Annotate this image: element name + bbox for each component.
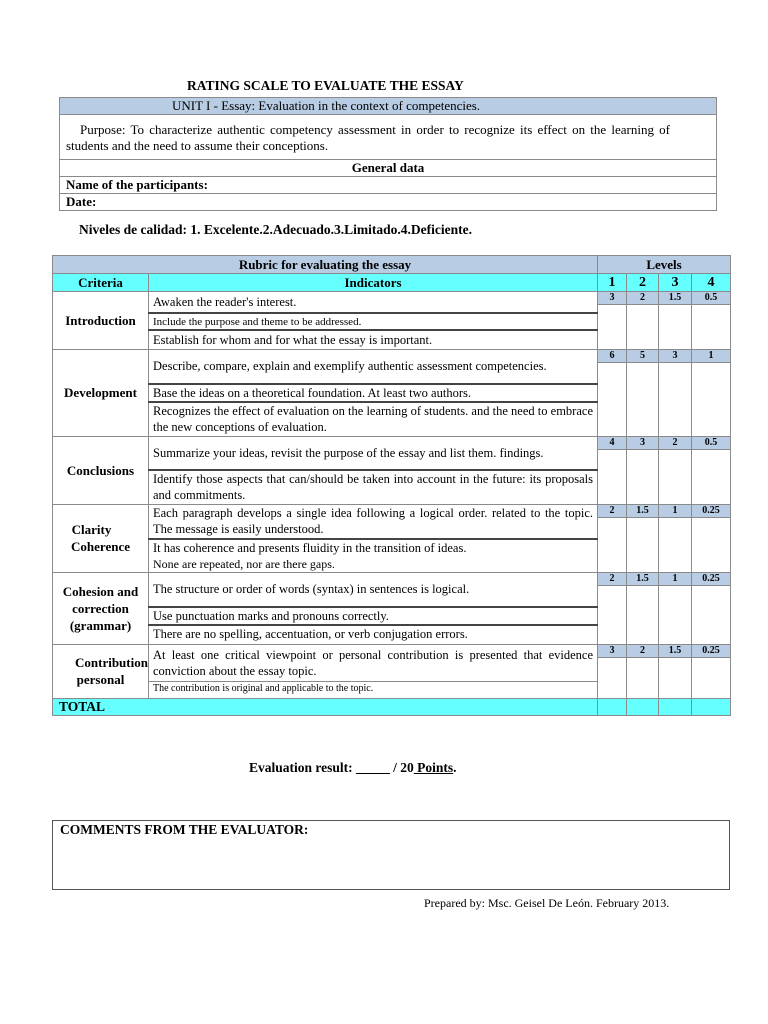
rating-cell[interactable]	[598, 362, 627, 436]
score-cell: 3	[627, 436, 659, 449]
rating-cell[interactable]	[598, 657, 627, 698]
rating-cell[interactable]	[627, 305, 659, 350]
rating-cell[interactable]	[627, 585, 659, 644]
score-cell: 3	[598, 292, 627, 305]
indicators-heading: Indicators	[149, 274, 598, 292]
score-cell: 0.25	[692, 504, 731, 517]
rating-cell[interactable]	[692, 305, 731, 350]
rating-cell[interactable]	[692, 585, 731, 644]
prepared-by: Prepared by: Msc. Geisel De León. February 2013.	[424, 896, 670, 910]
score-cell: 5	[627, 349, 659, 362]
quality-levels: Niveles de calidad: 1. Excelente.2.Adecuado.3.Limitado.4.Deficiente.	[79, 222, 472, 237]
score-cell: 1	[659, 572, 692, 585]
total-cell[interactable]	[598, 698, 627, 715]
score-cell: 1.5	[659, 292, 692, 305]
score-cell: 4	[598, 436, 627, 449]
rating-cell[interactable]	[627, 449, 659, 504]
score-cell: 0.5	[692, 436, 731, 449]
rating-cell[interactable]	[692, 657, 731, 698]
score-cell: 1	[692, 349, 731, 362]
rating-cell[interactable]	[692, 449, 731, 504]
document-title: RATING SCALE TO EVALUATE THE ESSAY	[187, 78, 464, 93]
rating-cell[interactable]	[627, 362, 659, 436]
score-cell: 1.5	[659, 644, 692, 657]
rating-cell[interactable]	[692, 362, 731, 436]
rating-cell[interactable]	[659, 449, 692, 504]
participants-field[interactable]: Name of the participants:	[60, 177, 717, 194]
level-2-heading: 2	[627, 274, 659, 292]
comments-label: COMMENTS FROM THE EVALUATOR:	[60, 822, 309, 837]
date-field[interactable]: Date:	[60, 194, 717, 211]
criterion-cohesion-correction	[53, 572, 149, 644]
score-cell: 2	[659, 436, 692, 449]
criterion-name-line: Clarity	[71, 522, 112, 537]
rating-cell[interactable]	[598, 305, 627, 350]
score-cell: 1	[659, 504, 692, 517]
criterion-name-line: Cohesion and	[62, 583, 139, 599]
indicator: Use punctuation marks and pronouns correctly.	[149, 607, 598, 625]
indicator: Identify those aspects that can/should be taken into account in the future: its proposals and commitments.	[149, 470, 598, 504]
score-cell: 0.25	[692, 572, 731, 585]
indicator: There are no spelling, accentuation, or verb conjugation errors.	[149, 625, 598, 644]
score-cell: 1.5	[627, 572, 659, 585]
rating-cell[interactable]	[627, 657, 659, 698]
score-cell: 3	[659, 349, 692, 362]
evaluation-blank[interactable]: _____	[356, 760, 390, 775]
criterion-name-line: correction	[72, 600, 129, 616]
indicator: Awaken the reader's interest.	[149, 292, 598, 314]
indicator: The contribution is original and applicable to the topic.	[149, 681, 598, 698]
indicator: None are repeated, nor are there gaps.	[149, 556, 598, 572]
evaluation-points: Points	[413, 760, 454, 775]
rating-cell[interactable]	[659, 362, 692, 436]
indicator: Each paragraph develops a single idea following a logical order. related to the topic. The message is easily understood.	[149, 504, 598, 539]
criterion-development: Development	[53, 349, 149, 436]
rating-cell[interactable]	[598, 517, 627, 572]
rubric-title: Rubric for evaluating the essay	[53, 256, 598, 274]
purpose-text: Purpose: To characterize authentic competency assessment in order to recognize its effect on the learning of students and the need to assume their conceptions.	[60, 115, 717, 160]
total-cell[interactable]	[692, 698, 731, 715]
criterion-name-line: personal	[76, 672, 125, 687]
indicator: Recognizes the effect of evaluation on the learning of students. and the need to embrace the new conceptions of evaluation.	[149, 402, 598, 436]
score-cell: 3	[598, 644, 627, 657]
rating-cell[interactable]	[659, 585, 692, 644]
score-cell: 2	[627, 644, 659, 657]
criterion-conclusions: Conclusions	[53, 436, 149, 504]
score-cell: 2	[598, 572, 627, 585]
levels-heading: Levels	[598, 256, 731, 274]
rating-cell[interactable]	[659, 517, 692, 572]
rating-cell[interactable]	[692, 517, 731, 572]
indicator: It has coherence and presents fluidity in the transition of ideas.	[149, 539, 598, 556]
rating-cell[interactable]	[627, 517, 659, 572]
evaluation-label: Evaluation result:	[249, 760, 357, 775]
unit-title: UNIT I - Essay: Evaluation in the context of competencies.	[60, 98, 717, 115]
criterion-introduction: Introduction	[53, 292, 149, 350]
indicator: Include the purpose and theme to be addressed.	[149, 313, 598, 330]
criterion-contribution-personal	[53, 644, 149, 698]
total-cell[interactable]	[627, 698, 659, 715]
general-info-table	[59, 97, 717, 211]
indicator: Establish for whom and for what the essay is important.	[149, 330, 598, 349]
evaluation-result	[249, 760, 457, 776]
criteria-heading: Criteria	[53, 274, 149, 292]
rating-cell[interactable]	[598, 449, 627, 504]
general-data-heading: General data	[60, 160, 717, 177]
criterion-name-line: Coherence	[71, 539, 130, 554]
level-3-heading: 3	[659, 274, 692, 292]
rating-cell[interactable]	[598, 585, 627, 644]
rating-cell[interactable]	[659, 657, 692, 698]
score-cell: 2	[627, 292, 659, 305]
score-cell: 6	[598, 349, 627, 362]
level-1-heading: 1	[598, 274, 627, 292]
score-cell: 1.5	[627, 504, 659, 517]
rubric-table	[52, 255, 731, 716]
score-cell: 0.5	[692, 292, 731, 305]
criterion-name-line: (grammar)	[69, 617, 132, 633]
comments-box[interactable]	[52, 820, 730, 890]
level-4-heading: 4	[692, 274, 731, 292]
indicator: The structure or order of words (syntax) in sentences is logical.	[149, 572, 598, 607]
criterion-clarity-coherence	[53, 504, 149, 572]
score-cell: 0.25	[692, 644, 731, 657]
total-cell[interactable]	[659, 698, 692, 715]
evaluation-of: / 20	[389, 760, 414, 775]
indicator: Base the ideas on a theoretical foundation. At least two authors.	[149, 384, 598, 402]
indicator: Summarize your ideas, revisit the purpose of the essay and list them. findings.	[149, 436, 598, 470]
indicator: Describe, compare, explain and exemplify authentic assessment competencies.	[149, 349, 598, 384]
score-cell: 2	[598, 504, 627, 517]
evaluation-dot: .	[453, 760, 457, 775]
criterion-name-line: Contribution	[75, 655, 148, 670]
rating-cell[interactable]	[659, 305, 692, 350]
indicator: At least one critical viewpoint or personal contribution is presented that evidence conviction about the essay topic.	[149, 644, 598, 681]
total-label: TOTAL	[53, 698, 598, 715]
